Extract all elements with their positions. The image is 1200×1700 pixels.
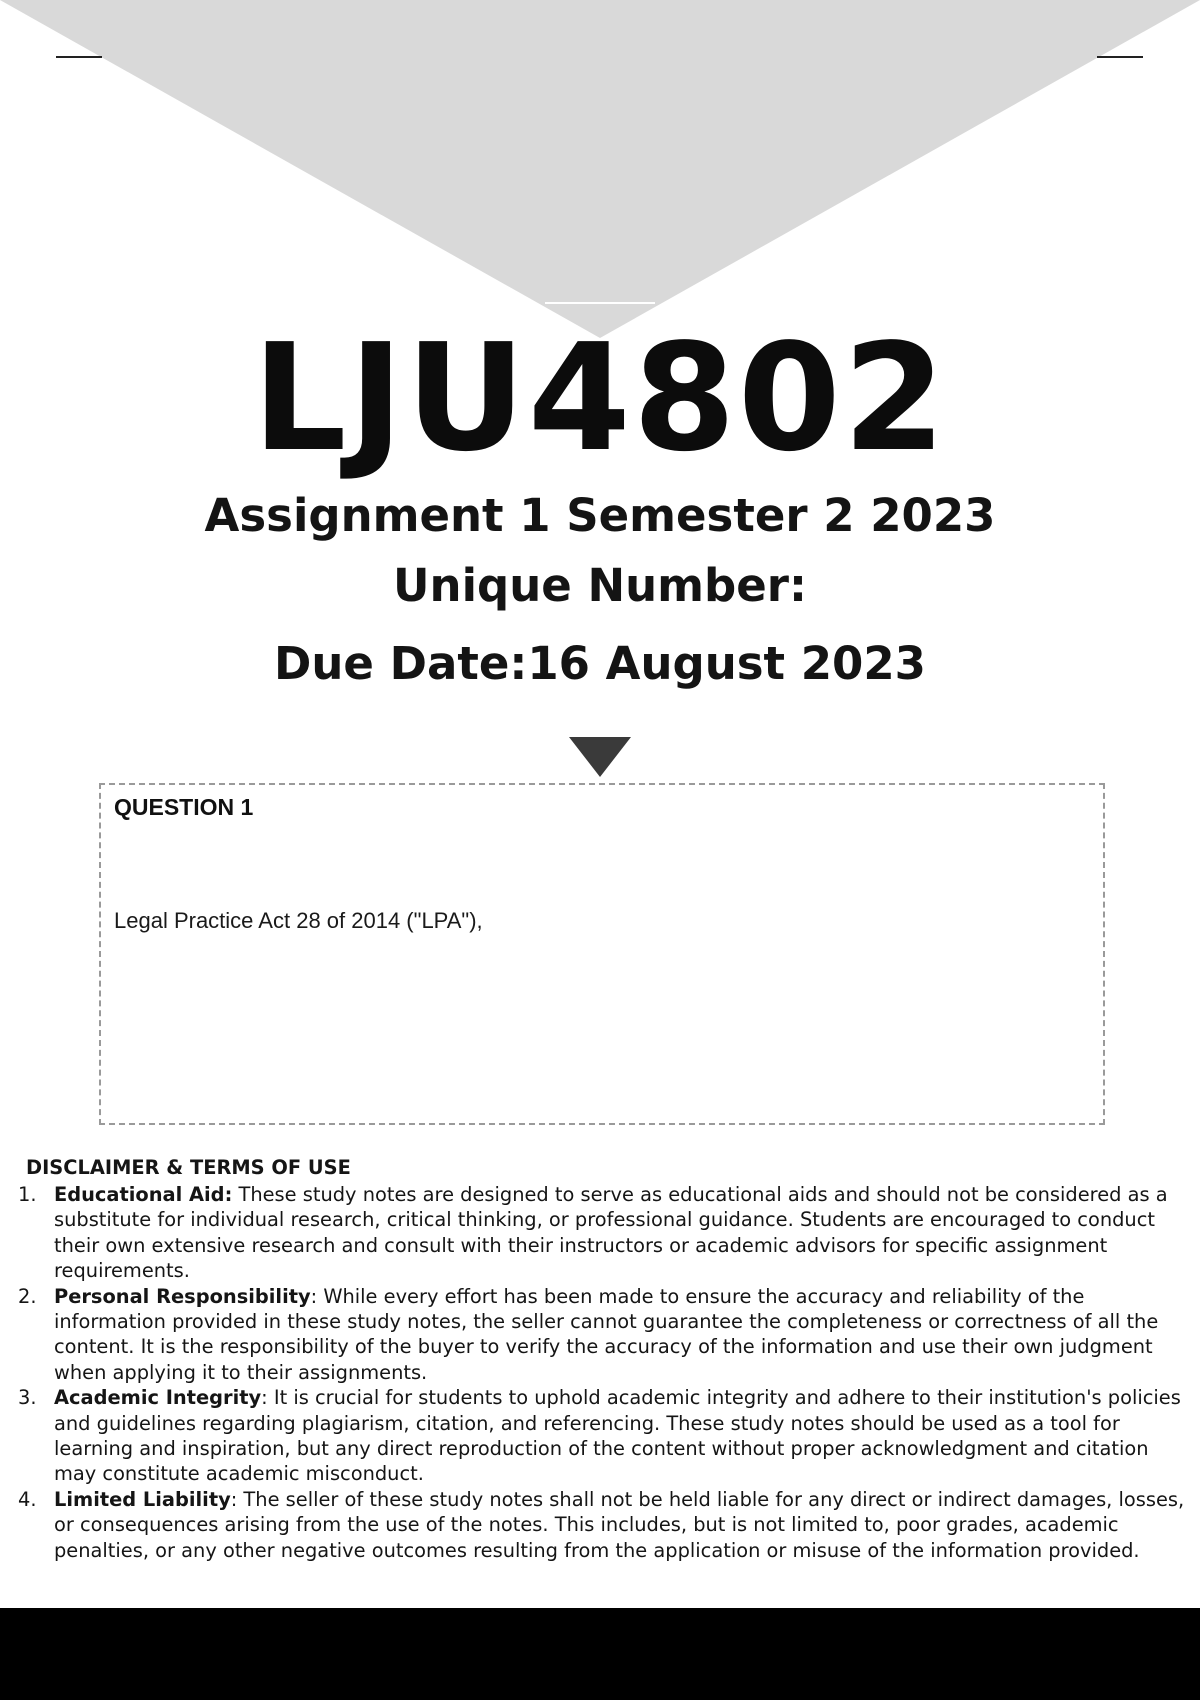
- gray-triangle-shape: [0, 0, 1200, 338]
- term-title: Personal Responsibility: [54, 1284, 311, 1308]
- term-item: [16, 1182, 1192, 1284]
- question-heading: QUESTION 1: [114, 794, 254, 820]
- term-text: : The seller of these study notes shall not be held liable for any direct or indirect damages, losses, or consequences arising from the use of the notes. This includes, but is not limited to, poor grades, academic penalties, or any other negative outcomes resulting from the application or misuse of the information provided.: [54, 1487, 1185, 1562]
- term-number: 2.: [18, 1284, 37, 1308]
- term-number: 1.: [18, 1183, 37, 1206]
- header-decoration-triangle: [0, 0, 1200, 340]
- disclaimer-section: [16, 1155, 1192, 1563]
- term-text: These study notes are designed to serve as educational aids and should not be considered as a substitute for individual research, critical thinking, or professional guidance. Students are encouraged to conduct their own extensive research and consult with their instructors or academic advisors for specific assignment requirements.: [54, 1183, 1168, 1283]
- down-arrow-icon: [569, 737, 631, 777]
- terms-list: [16, 1182, 1192, 1563]
- footer-bar: [0, 1608, 1200, 1700]
- question-text: Legal Practice Act 28 of 2014 ("LPA"),: [114, 908, 483, 933]
- down-arrow-shape: [569, 737, 631, 777]
- term-title: Academic Integrity: [54, 1386, 262, 1410]
- top-right-rule: [1097, 56, 1143, 58]
- title-block: [0, 312, 1200, 484]
- assignment-subtitle: Assignment 1 Semester 2 2023: [204, 489, 996, 542]
- term-number: 4.: [18, 1487, 37, 1511]
- due-date-label: Due Date:16 August 2023: [274, 637, 926, 690]
- term-text: : While every effort has been made to ensure the accuracy and reliability of the information provided in these study notes, the seller cannot guarantee the completeness or correctness of all the content. It is the responsibility of the buyer to verify the accuracy of the information and use their own judgment when applying it to their assignments.: [54, 1284, 1159, 1384]
- term-item: [16, 1284, 1192, 1386]
- disclaimer-heading: DISCLAIMER & TERMS OF USE: [26, 1156, 351, 1179]
- term-text: : It is crucial for students to uphold academic integrity and adhere to their institution's policies and guidelines regarding plagiarism, citation, and referencing. These study notes should be used as a tool for learning and inspiration, but any direct reproduction of the content without proper acknowledgment and citation may constitute academic misconduct.: [54, 1386, 1181, 1486]
- term-title: Educational Aid:: [54, 1183, 233, 1206]
- term-title: Limited Liability: [54, 1487, 231, 1511]
- term-number: 3.: [18, 1386, 37, 1410]
- term-item: [16, 1385, 1192, 1487]
- unique-number-label: Unique Number:: [393, 559, 807, 612]
- question-box: [99, 783, 1105, 1125]
- top-left-rule: [56, 56, 102, 58]
- term-item: [16, 1487, 1192, 1563]
- course-code-title: LJU4802: [252, 312, 948, 484]
